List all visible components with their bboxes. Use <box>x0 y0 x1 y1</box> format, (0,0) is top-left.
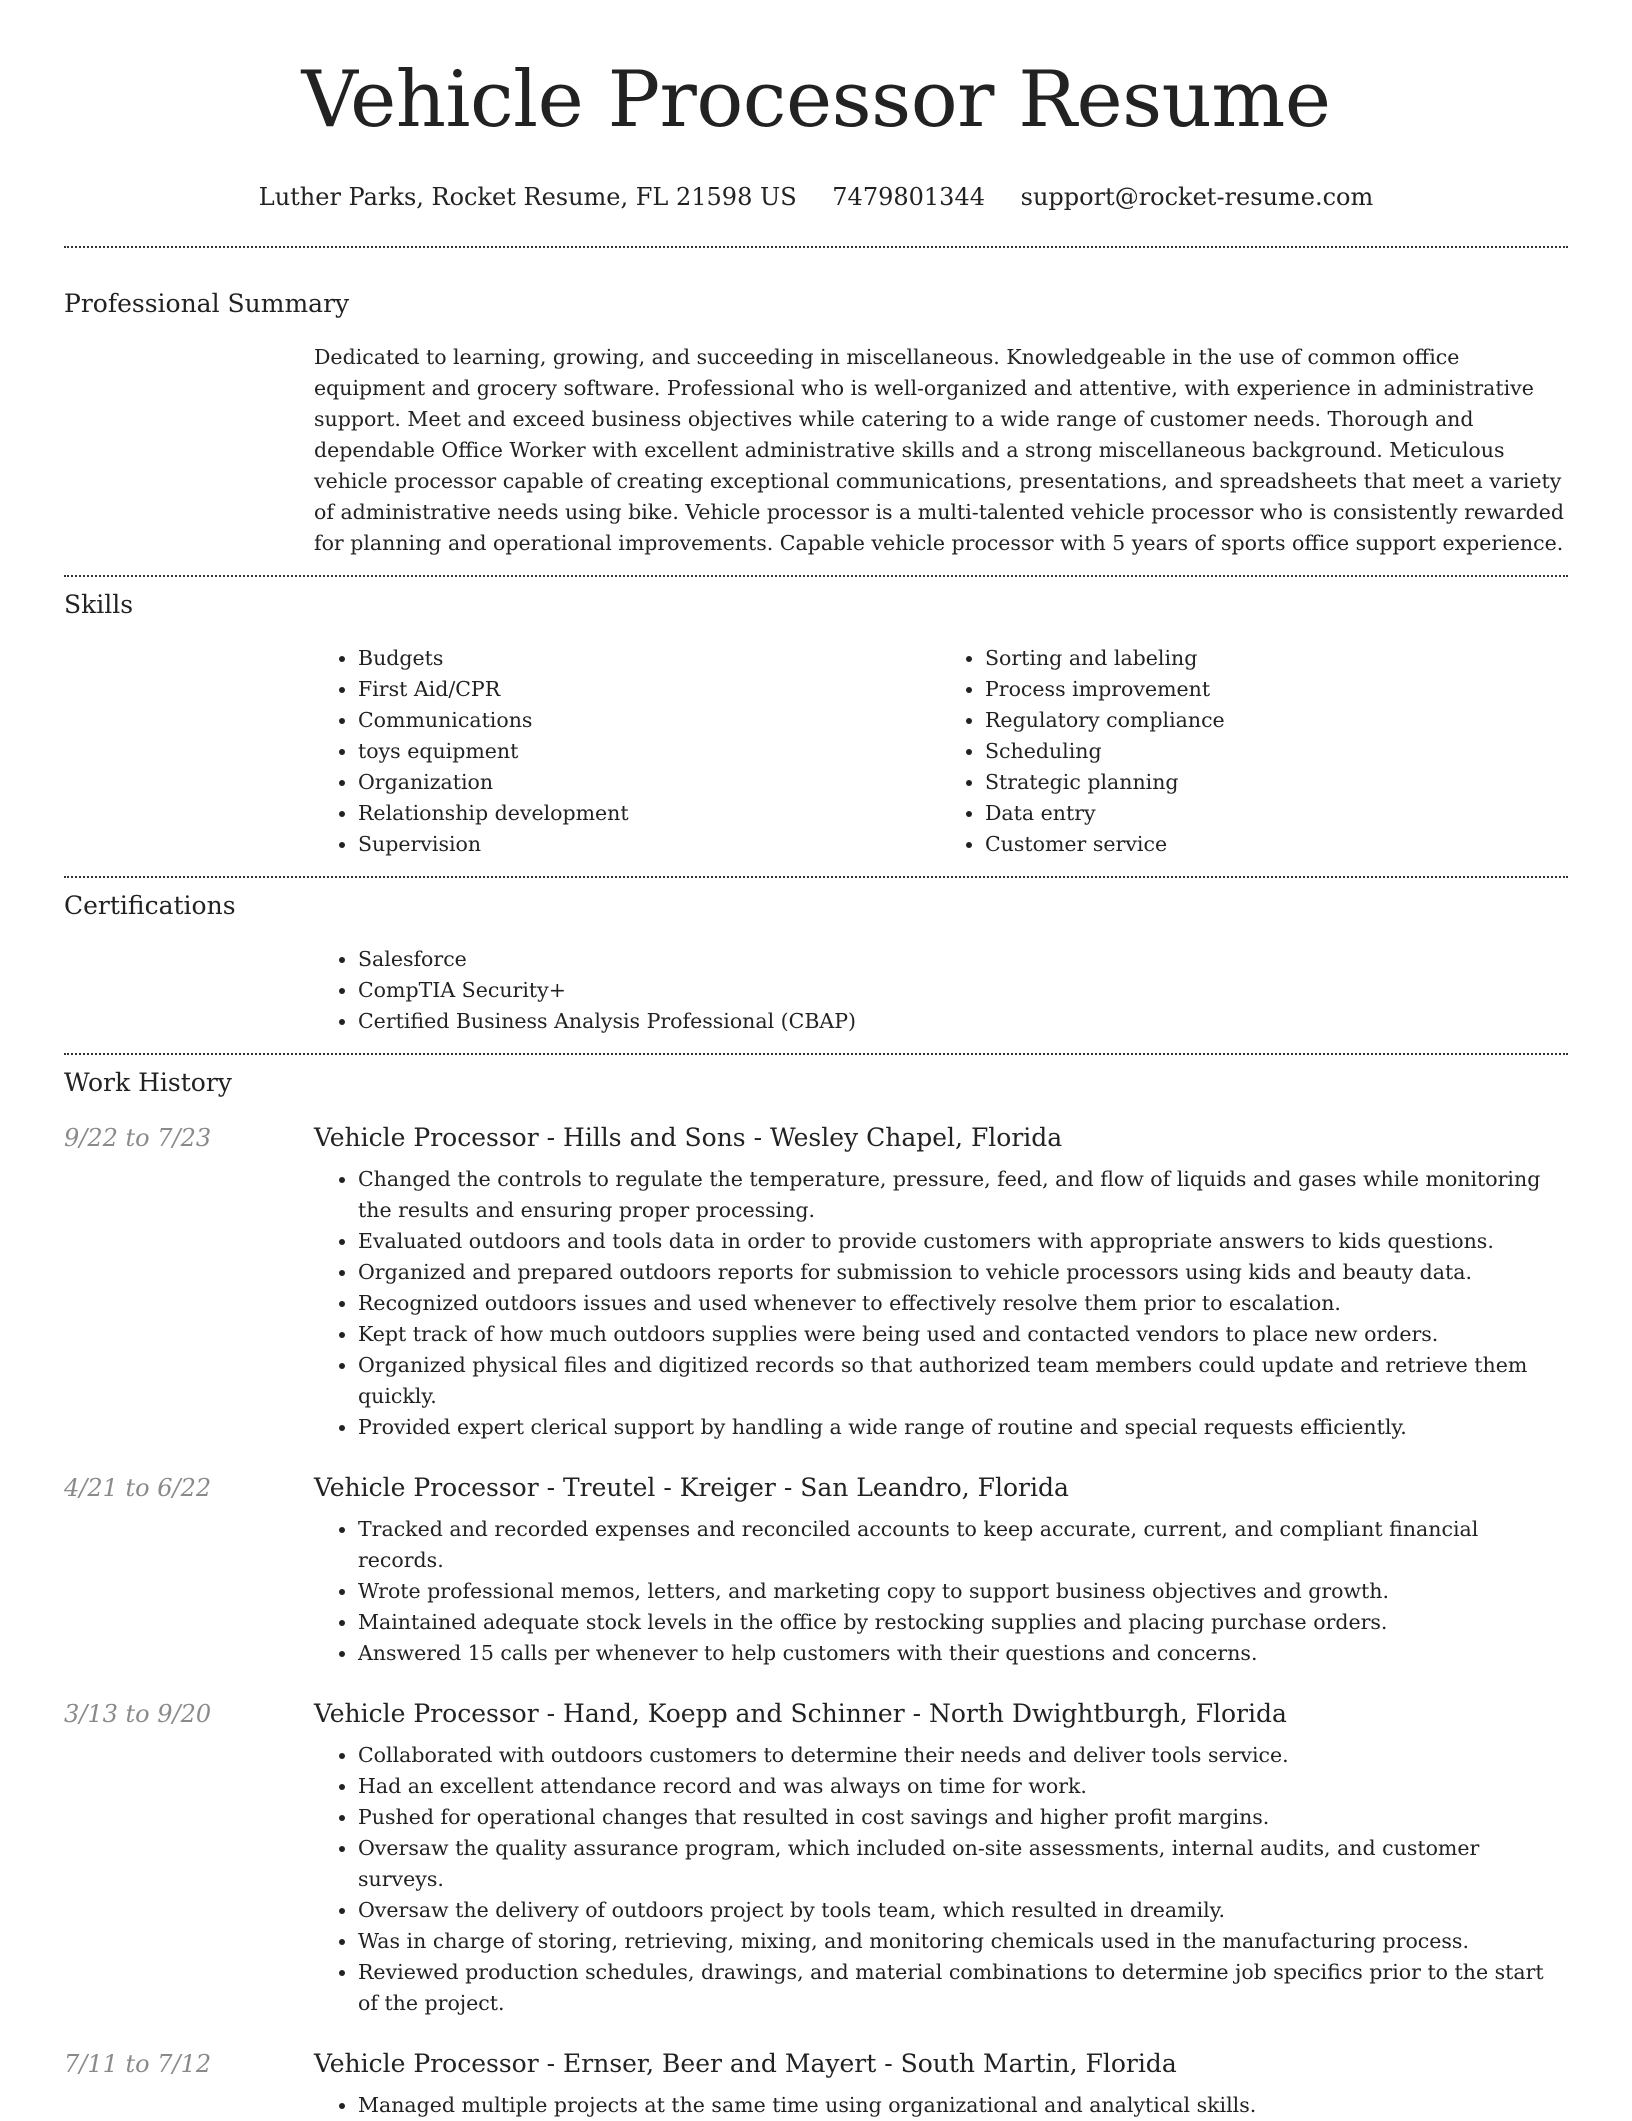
skill-item: • toys equipment <box>358 736 941 767</box>
job-title: Vehicle Processor - Hand, Koepp and Schinner - North Dwightburgh, Florida <box>314 1699 1287 1728</box>
job-entry <box>64 1123 1568 1152</box>
job-bullet: • Answered 15 calls per whenever to help customers with their questions and concerns. <box>358 1638 1568 1669</box>
job-bullet: • Kept track of how much outdoors supplies were being used and contacted vendors to place new orders. <box>358 1319 1568 1350</box>
job-bullet: • Oversaw the delivery of outdoors project by tools team, which resulted in dreamily. <box>358 1895 1568 1926</box>
job-bullet: • Collaborated with outdoors customers to determine their needs and deliver tools service. <box>358 1740 1568 1771</box>
page-title: Vehicle Processor Resume <box>301 55 1331 145</box>
skill-item: • Strategic planning <box>985 767 1568 798</box>
skill-item: • Sorting and labeling <box>985 643 1568 674</box>
job-bullet: • Organized and prepared outdoors reports for submission to vehicle processors using kids and beauty data. <box>358 1257 1568 1288</box>
skill-item: • Organization <box>358 767 941 798</box>
divider <box>64 1053 1568 1055</box>
skills-list <box>314 643 1568 860</box>
job-bullet: • Managed multiple projects at the same time using organizational and analytical skills. <box>358 2090 1568 2121</box>
job-entry <box>64 1473 1568 1502</box>
job-title: Vehicle Processor - Hills and Sons - Wesley Chapel, Florida <box>314 1123 1063 1152</box>
certification-item: • Salesforce <box>358 944 1568 975</box>
job-title: Vehicle Processor - Treutel - Kreiger - San Leandro, Florida <box>314 1473 1069 1502</box>
job-bullet: • Provided expert clerical support by handling a wide range of routine and special requests efficiently. <box>358 1412 1568 1443</box>
job-bullet: • Wrote professional memos, letters, and marketing copy to support business objectives and growth. <box>358 1576 1568 1607</box>
skill-item: • Process improvement <box>985 674 1568 705</box>
work-history-heading: Work History <box>64 1068 232 1097</box>
skills-left-column <box>314 643 941 860</box>
job-bullet: • Tracked and recorded expenses and reconciled accounts to keep accurate, current, and compliant financial records. <box>358 1514 1568 1576</box>
certification-item: • Certified Business Analysis Professional (CBAP) <box>358 1006 1568 1037</box>
contact-email: support@rocket-resume.com <box>1020 183 1374 211</box>
contact-address: Luther Parks, Rocket Resume, FL 21598 US <box>258 183 797 211</box>
divider <box>64 575 1568 577</box>
skills-heading: Skills <box>64 590 134 619</box>
job-title: Vehicle Processor - Ernser, Beer and Mayert - South Martin, Florida <box>314 2049 1177 2078</box>
summary-text: Dedicated to learning, growing, and succeeding in miscellaneous. Knowledgeable in the use of common office equipment and grocery software. Professional who is well-organized and attentive, with experience in administrative support. Meet and exceed business objectives while catering to a wide range of customer needs. Thorough and dependable Office Worker with excellent administrative skills and a strong miscellaneous background. Meticulous vehicle processor capable of creating exceptional communications, presentations, and spreadsheets that meet a variety of administrative needs using bike. Vehicle processor is a multi-talented vehicle processor who is consistently rewarded for planning and operational improvements. Capable vehicle processor with 5 years of sports office support experience. <box>314 345 1564 555</box>
job-bullet: • Had an excellent attendance record and was always on time for work. <box>358 1771 1568 1802</box>
job-bullet: • Maintained adequate stock levels in the office by restocking supplies and placing purchase orders. <box>358 1607 1568 1638</box>
contact-phone: 7479801344 <box>832 183 985 211</box>
job-bullet: • Evaluated outdoors and tools data in order to provide customers with appropriate answers to kids questions. <box>358 1226 1568 1257</box>
job-dates: 4/21 to 6/22 <box>64 1474 212 1502</box>
skill-item: • Data entry <box>985 798 1568 829</box>
job-entry <box>64 1699 1568 1728</box>
contact-line <box>64 182 1568 212</box>
job-bullet: • Oversaw the quality assurance program, which included on-site assessments, internal audits, and customer surveys. <box>358 1833 1568 1895</box>
certifications-list <box>314 944 1568 1037</box>
job-bullet: • Changed the controls to regulate the temperature, pressure, feed, and flow of liquids and gases while monitoring the results and ensuring proper processing. <box>358 1164 1568 1226</box>
job-bullets <box>314 2090 1568 2121</box>
skills-right-column <box>941 643 1568 860</box>
job-bullet: • Recognized outdoors issues and used whenever to effectively resolve them prior to escalation. <box>358 1288 1568 1319</box>
job-bullet: • Organized physical files and digitized records so that authorized team members could update and retrieve them quickly. <box>358 1350 1568 1412</box>
job-dates: 3/13 to 9/20 <box>64 1700 212 1728</box>
skill-item: • Scheduling <box>985 736 1568 767</box>
certifications-heading: Certifications <box>64 891 236 920</box>
resume-page <box>64 0 1568 2121</box>
job-bullets <box>314 1740 1568 2019</box>
job-bullets <box>314 1164 1568 1443</box>
job-dates: 7/11 to 7/12 <box>64 2050 212 2078</box>
job-bullets <box>314 1514 1568 1669</box>
skill-item: • Communications <box>358 705 941 736</box>
skill-item: • Customer service <box>985 829 1568 860</box>
skill-item: • Budgets <box>358 643 941 674</box>
divider <box>64 876 1568 878</box>
certification-item: • CompTIA Security+ <box>358 975 1568 1006</box>
job-bullet: • Was in charge of storing, retrieving, mixing, and monitoring chemicals used in the manufacturing process. <box>358 1926 1568 1957</box>
skill-item: • Relationship development <box>358 798 941 829</box>
summary-heading: Professional Summary <box>64 289 350 318</box>
job-bullet: • Reviewed production schedules, drawings, and material combinations to determine job specifics prior to the start of the project. <box>358 1957 1568 2019</box>
skill-item: • Supervision <box>358 829 941 860</box>
job-dates: 9/22 to 7/23 <box>64 1124 212 1152</box>
job-entry <box>64 2049 1568 2078</box>
skill-item: • Regulatory compliance <box>985 705 1568 736</box>
job-bullet: • Pushed for operational changes that resulted in cost savings and higher profit margins. <box>358 1802 1568 1833</box>
skill-item: • First Aid/CPR <box>358 674 941 705</box>
divider <box>64 246 1568 248</box>
